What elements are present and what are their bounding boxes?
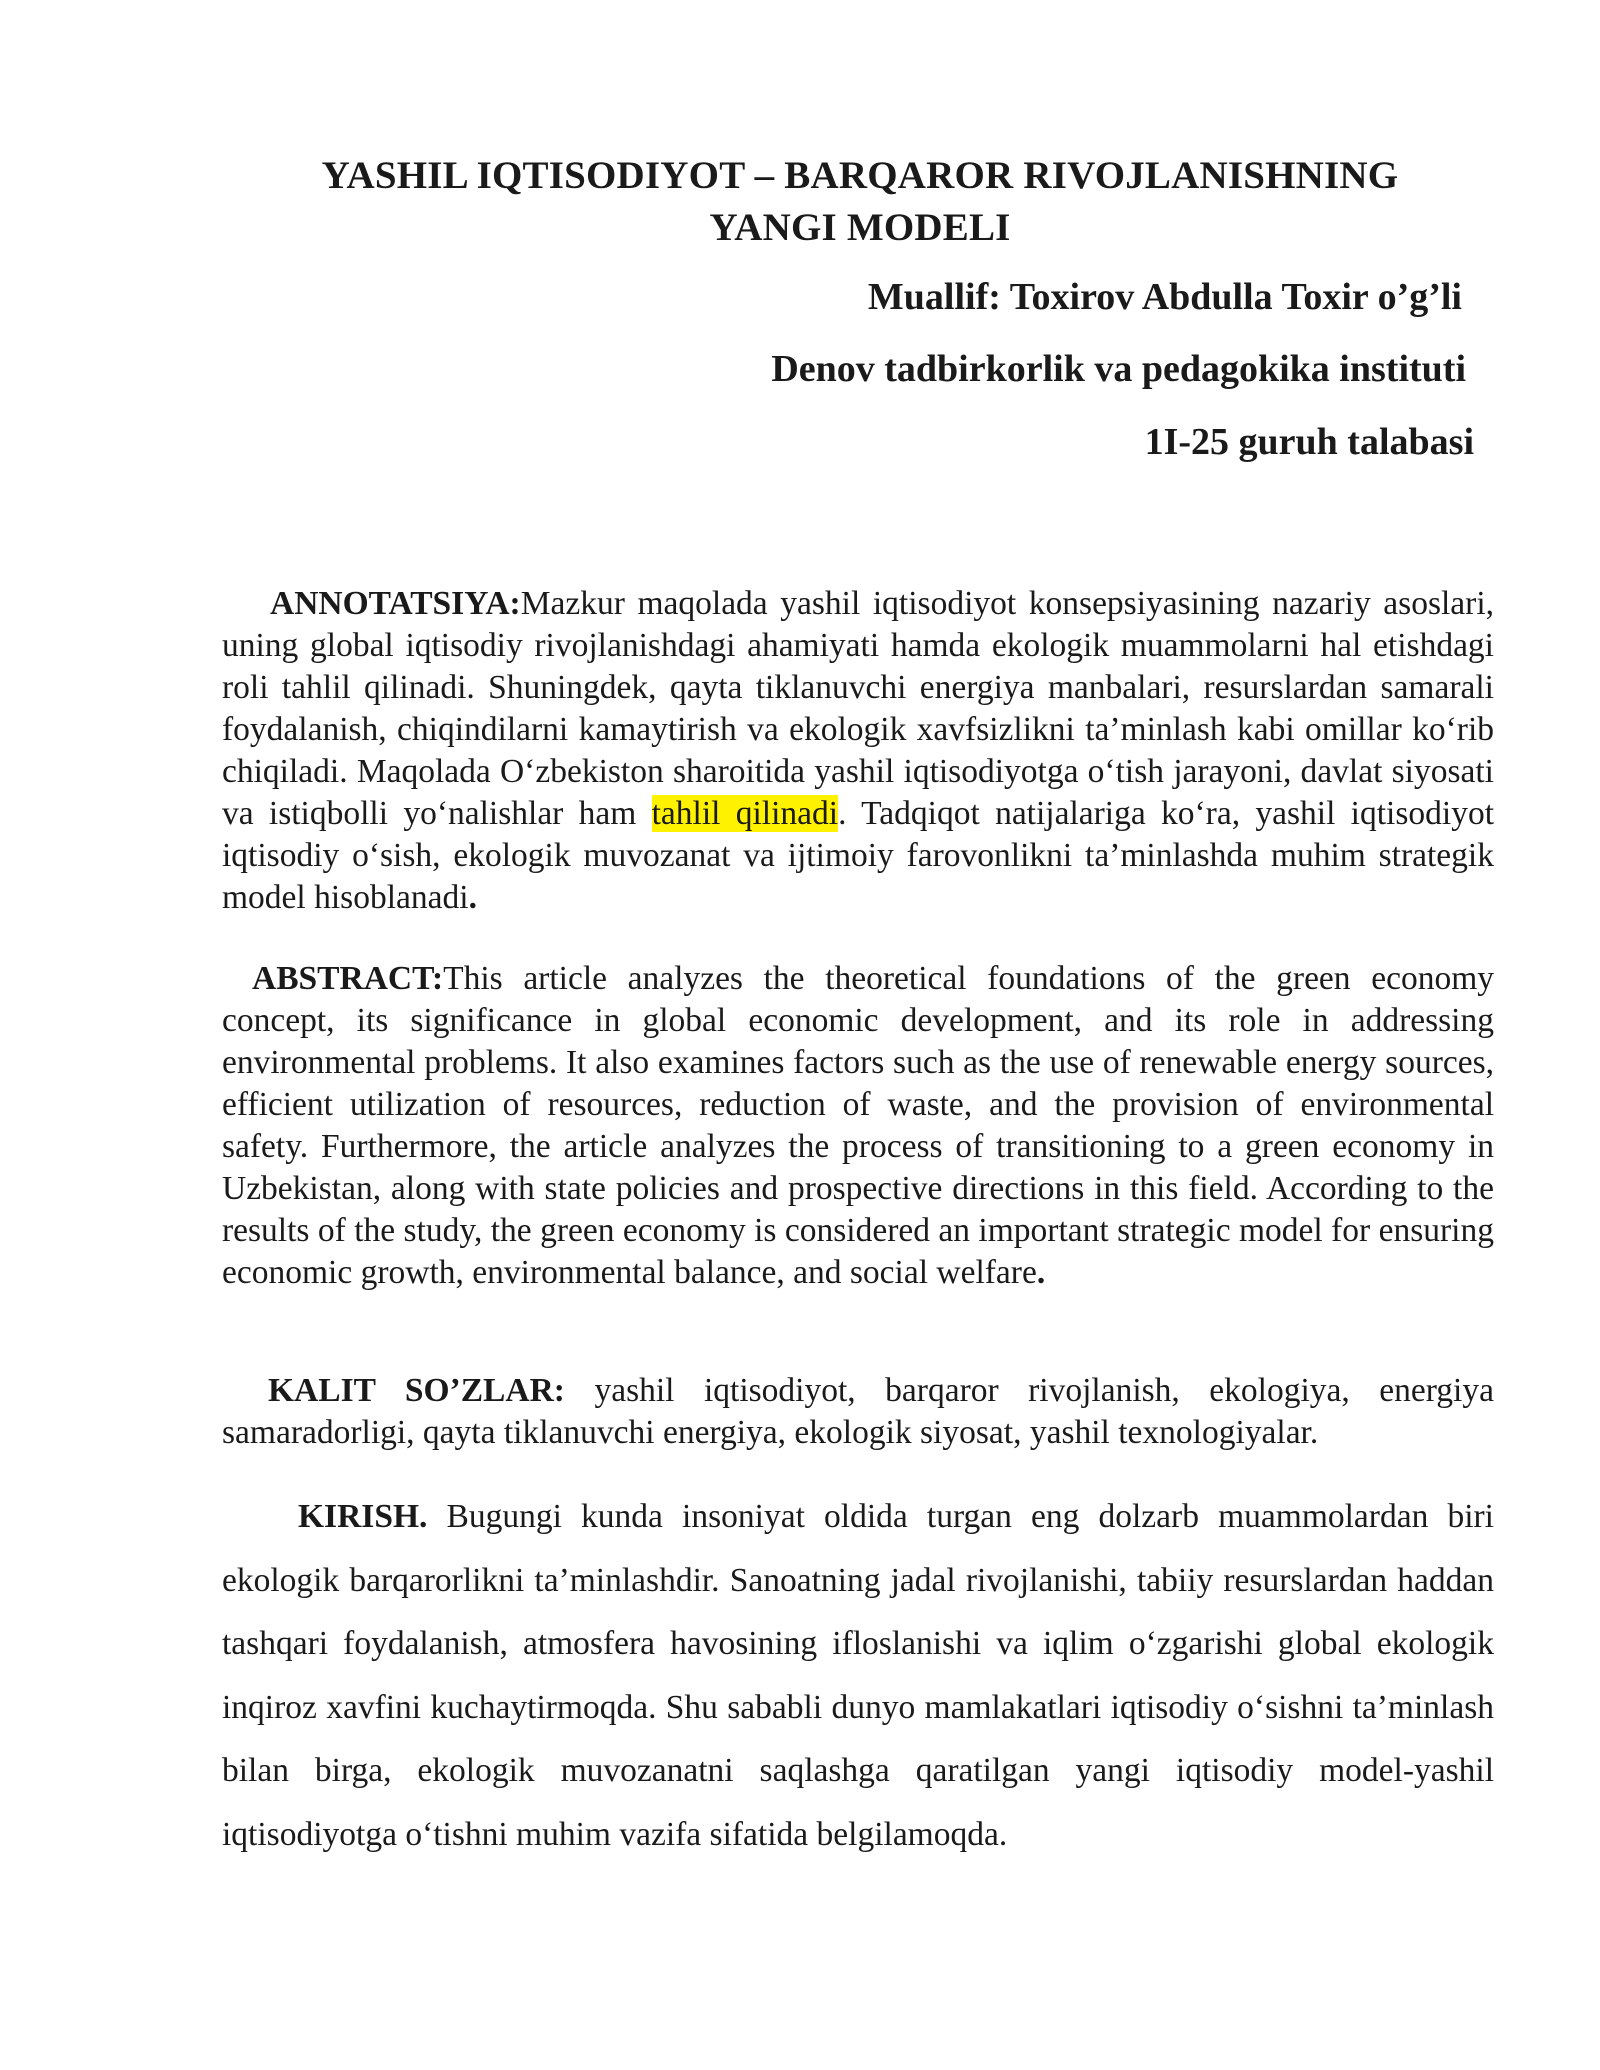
introduction-heading: KIRISH. [298, 1498, 428, 1535]
annotation-highlighted-text: tahlil qilinadi [651, 795, 839, 832]
annotation-heading: ANNOTATSIYA: [270, 585, 521, 622]
institute-line: Denov tadbirkorlik va pedagokika instituti [771, 348, 1466, 390]
keywords-heading: KALIT SO’ZLAR: [268, 1372, 565, 1409]
abstract-paragraph [222, 958, 1494, 1294]
keywords-text: yashil iqtisodiyot, barqaror rivojlanish, ekologiya, energiya samaradorligi, qayta tiklanuvchi energiya, ekologik siyosat, yashil texnologiyalar. [222, 1372, 1494, 1451]
annotation-paragraph [222, 583, 1494, 919]
annotation-text-part-1: Mazkur maqolada yashil iqtisodiyot konsepsiyasining nazariy asoslari, uning global iqtisodiy rivojlanishdagi ahamiyati hamda ekologik muammolarni hal etishdagi roli tahlil qilinadi. Shuningdek, qayta tiklanuvchi energiya manbalari, resurslardan samarali foydalanish, chiqindilarni kamaytirish va ekologik xavfsizlikni ta’minlash kabi omillar ko‘rib chiqiladi. Maqolada O‘zbekiston sharoitida yashil iqtisodiyotga o‘tish jarayoni, davlat siyosati va istiqbolli yo‘nalishlar ham [222, 585, 1494, 832]
abstract-end-mark: . [1036, 1254, 1046, 1291]
abstract-text: This article analyzes the theoretical foundations of the green economy concept, its significance in global economic development, and its role in addressing environmental problems. It also examines factors such as the use of renewable energy sources, efficient utilization of resources, reduction of waste, and the provision of environmental safety. Furthermore, the article analyzes the process of transitioning to a green economy in Uzbekistan, along with state policies and prospective directions in this field. According to the results of the study, the green economy is considered an important strategic model for ensuring economic growth, environmental balance, and social welfare [222, 960, 1494, 1291]
group-line: 1I-25 guruh talabasi [1144, 421, 1474, 463]
paper-title-line-1: YASHIL IQTISODIYOT – BARQAROR RIVOJLANISHNING [321, 154, 1399, 197]
author-line: Muallif: Toxirov Abdulla Toxir o’g’li [867, 276, 1462, 318]
annotation-end-mark: . [468, 879, 477, 916]
abstract-heading: ABSTRACT: [252, 960, 444, 997]
paper-title-line-2: YANGI MODELI [709, 206, 1011, 249]
introduction-paragraph [222, 1485, 1494, 1866]
introduction-text: Bugungi kunda insoniyat oldida turgan eng dolzarb muammolardan biri ekologik barqarorlikni ta’minlashdir. Sanoatning jadal rivojlanishi, tabiiy resurslardan haddan tashqari foydalanish, atmosfera havosining ifloslanishi va iqlim o‘zgarishi global ekologik inqiroz xavfini kuchaytirmoqda. Shu sababli dunyo mamlakatlari iqtisodiy o‘sishni ta’minlash bilan birga, ekologik muvozanatni saqlashga qaratilgan yangi iqtisodiy model-yashil iqtisodiyotga o‘tishni muhim vazifa sifatida belgilamoqda. [222, 1498, 1494, 1853]
keywords-paragraph [222, 1370, 1494, 1454]
paper-title [200, 150, 1520, 254]
annotation-text-part-2: . Tadqiqot natijalariga ko‘ra, yashil iqtisodiyot iqtisodiy o‘sish, ekologik muvozanat va ijtimoiy farovonlikni ta’minlashda muhim strategik model hisoblanadi [222, 795, 1495, 916]
